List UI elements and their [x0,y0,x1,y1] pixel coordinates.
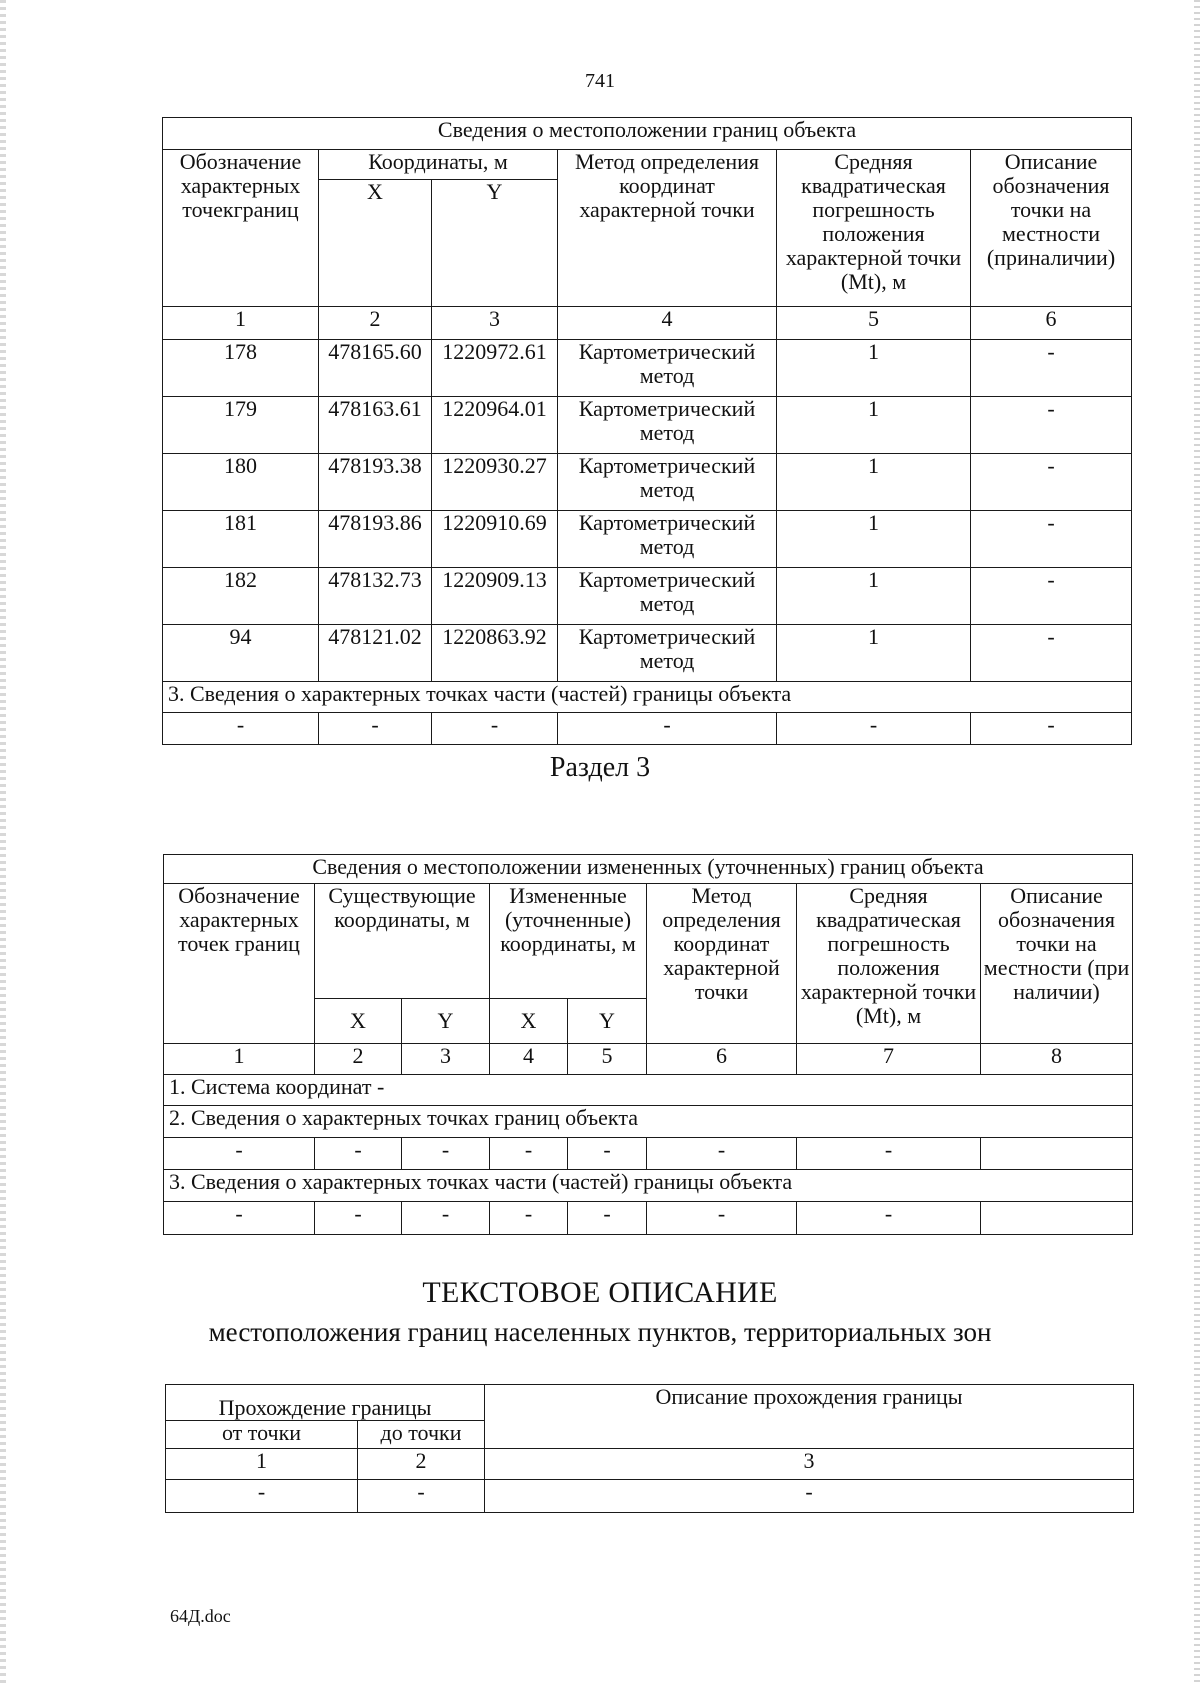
scan-edge-right [1194,0,1200,1686]
coord-x: 478121.02 [319,625,432,682]
point-id: 178 [163,340,319,397]
table-caption: Сведения о местоположении измененных (уточненных) границ объекта [164,855,1133,884]
parts-section-title: 3. Сведения о характерных точках части (частей) границы объекта [163,682,1132,713]
section-heading: Раздел 3 [549,752,651,783]
empty-cell: - [164,1202,315,1235]
empty-cell: - [402,1202,490,1235]
column-number: 7 [797,1044,981,1075]
header-changed-coordinates: Измененные (уточненные) координаты, м [490,884,647,999]
column-number: 2 [315,1044,402,1075]
description: - [971,397,1132,454]
method: Картометрический метод [558,397,777,454]
method: Картометрический метод [558,568,777,625]
scan-edge-left [0,0,6,1686]
column-number: 8 [981,1044,1133,1075]
header-point: Обозначение характерных точекграниц [163,150,319,307]
point-id: 94 [163,625,319,682]
coord-x: 478132.73 [319,568,432,625]
description: - [971,568,1132,625]
empty-cell: - [319,713,432,745]
coord-x: 478165.60 [319,340,432,397]
column-number: 3 [485,1449,1134,1480]
error: 1 [777,340,971,397]
header-method: Метод определения координат характерной точки [558,150,777,307]
header-method: Метод определения координат характерной точки [647,884,797,1044]
empty-cell: - [164,1138,315,1170]
coord-x: 478163.61 [319,397,432,454]
empty-cell: - [485,1480,1134,1513]
empty-cell: - [432,713,558,745]
description: - [971,454,1132,511]
header-point: Обозначение характерных точек границ [164,884,315,1044]
description: - [971,511,1132,568]
header-passage: Прохождение границы [166,1385,485,1421]
method: Картометрический метод [558,340,777,397]
text-description-subtitle: местоположения границ населенных пунктов, территориальных зон [208,1317,992,1347]
header-coordinates: Координаты, м [319,150,558,180]
description: - [971,625,1132,682]
header-description: Описание обозначения точки на местности (приналичии) [971,150,1132,307]
parts-section-title: 3. Сведения о характерных точках части (частей) границы объекта [164,1170,1133,1202]
table-row [163,625,1132,682]
header-x: X [315,999,402,1044]
coord-y: 1220909.13 [432,568,558,625]
empty-cell: - [777,713,971,745]
empty-cell: - [315,1138,402,1170]
column-number: 1 [163,307,319,340]
coord-x: 478193.86 [319,511,432,568]
empty-cell: - [163,713,319,745]
error: 1 [777,397,971,454]
column-number: 2 [319,307,432,340]
table-row [163,511,1132,568]
table-row [164,1202,1133,1235]
coord-x: 478193.38 [319,454,432,511]
coord-y: 1220910.69 [432,511,558,568]
text-description-title: ТЕКСТОВОЕ ОПИСАНИЕ [422,1276,778,1309]
header-passage-description: Описание прохождения границы [485,1385,1134,1449]
empty-cell [981,1202,1133,1235]
column-number: 3 [402,1044,490,1075]
coord-y: 1220964.01 [432,397,558,454]
column-number: 3 [432,307,558,340]
header-description: Описание обозначения точки на местности (при наличии) [981,884,1133,1044]
header-y: Y [402,999,490,1044]
table-row [163,568,1132,625]
point-id: 179 [163,397,319,454]
empty-cell: - [315,1202,402,1235]
method: Картометрический метод [558,625,777,682]
header-y: Y [432,180,558,307]
footer-filename: 64Д.doc [170,1606,231,1626]
point-id: 182 [163,568,319,625]
point-id: 180 [163,454,319,511]
empty-cell: - [558,713,777,745]
empty-cell: - [971,713,1132,745]
empty-cell: - [797,1138,981,1170]
table-row [163,713,1132,745]
column-number: 1 [164,1044,315,1075]
empty-cell: - [647,1202,797,1235]
column-number: 5 [777,307,971,340]
header-error: Средняя квадратическая погрешность положения характерной точки (Mt), м [777,150,971,307]
empty-cell: - [568,1202,647,1235]
table-row [163,454,1132,511]
column-number: 4 [558,307,777,340]
page-number: 741 [585,70,615,92]
empty-cell: - [490,1202,568,1235]
description: - [971,340,1132,397]
error: 1 [777,625,971,682]
header-x: X [490,999,568,1044]
column-number: 2 [358,1449,485,1480]
coord-y: 1220972.61 [432,340,558,397]
coord-y: 1220930.27 [432,454,558,511]
empty-cell: - [358,1480,485,1513]
coord-y: 1220863.92 [432,625,558,682]
empty-cell: - [490,1138,568,1170]
header-error: Средняя квадратическая погрешность положения характерной точки (Mt), м [797,884,981,1044]
table-row [164,1138,1133,1170]
points-section-title: 2. Сведения о характерных точках границ объекта [164,1106,1133,1138]
column-number: 5 [568,1044,647,1075]
table-row [163,340,1132,397]
header-existing-coordinates: Существующие координаты, м [315,884,490,999]
method: Картометрический метод [558,454,777,511]
error: 1 [777,511,971,568]
column-number: 1 [166,1449,358,1480]
table-row [163,397,1132,454]
header-to-point: до точки [358,1421,485,1449]
error: 1 [777,454,971,511]
boundary-passage-table [165,1384,1134,1513]
table-row [166,1480,1134,1513]
error: 1 [777,568,971,625]
header-from-point: от точки [166,1421,358,1449]
column-number: 4 [490,1044,568,1075]
column-number: 6 [971,307,1132,340]
point-id: 181 [163,511,319,568]
header-x: X [319,180,432,307]
method: Картометрический метод [558,511,777,568]
empty-cell [981,1138,1133,1170]
changed-boundary-table [163,854,1133,1235]
table-caption: Сведения о местоположении границ объекта [163,118,1132,150]
empty-cell: - [647,1138,797,1170]
header-y: Y [568,999,647,1044]
boundary-location-table [162,117,1132,745]
empty-cell: - [797,1202,981,1235]
column-number: 6 [647,1044,797,1075]
empty-cell: - [166,1480,358,1513]
empty-cell: - [568,1138,647,1170]
empty-cell: - [402,1138,490,1170]
coordinate-system-title: 1. Система координат - [164,1075,1133,1106]
